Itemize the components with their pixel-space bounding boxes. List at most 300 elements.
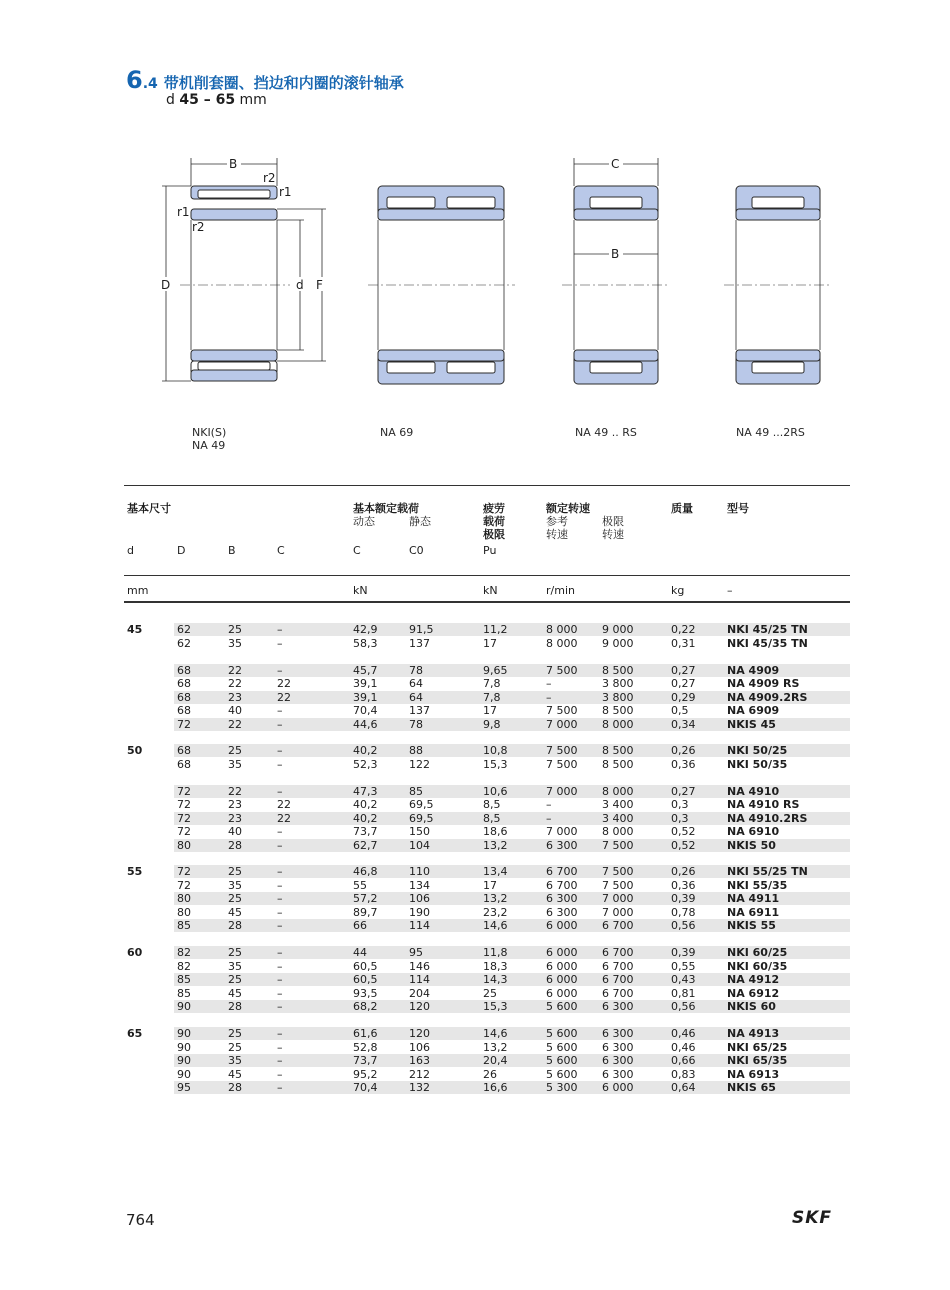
table-cell: 40,2 <box>353 744 378 757</box>
header-fatigue-3: 极限 <box>483 528 505 541</box>
table-cell: 28 <box>228 919 242 932</box>
designation-cell: NA 4910 RS <box>727 798 800 811</box>
table-cell: 57,2 <box>353 892 378 905</box>
table-cell: 7 500 <box>602 878 634 892</box>
table-cell: 62 <box>177 636 191 650</box>
table-cell: 25 <box>228 1027 242 1040</box>
unit-kN-fatigue: kN <box>483 584 498 597</box>
table-header-rule <box>124 575 850 576</box>
table-cell: 40 <box>228 825 242 838</box>
dim-label-d: d <box>296 278 304 292</box>
table-row <box>124 1027 850 1040</box>
table-row <box>124 987 850 1000</box>
table-cell: 72 <box>177 798 191 811</box>
table-cell: 68 <box>177 704 191 717</box>
bearing-drawings <box>0 140 950 390</box>
section-subnumber: .4 <box>142 76 158 92</box>
table-cell: 0,39 <box>671 892 696 905</box>
table-cell: 146 <box>409 959 430 973</box>
table-cell: 42,9 <box>353 623 378 636</box>
table-cell: 6 700 <box>546 865 578 878</box>
table-cell: 23 <box>228 811 242 825</box>
table-cell: 9,8 <box>483 717 501 731</box>
table-cell: – <box>277 986 283 1000</box>
table-cell: 0,29 <box>671 690 696 704</box>
designation-cell: NA 4909 RS <box>727 677 800 690</box>
table-cell: 8,5 <box>483 798 501 811</box>
table-cell: 8 000 <box>602 717 634 731</box>
dim-label-B-inner: B <box>611 247 620 261</box>
table-cell: 6 700 <box>602 946 634 959</box>
table-cell: – <box>277 663 283 677</box>
table-cell: 8 000 <box>602 825 634 838</box>
table-cell: 90 <box>177 1040 191 1054</box>
designation-cell: NKI 60/35 <box>727 959 788 973</box>
table-cell: 22 <box>277 798 291 811</box>
table-row <box>124 1000 850 1013</box>
designation-cell: NKI 45/25 TN <box>727 623 808 636</box>
table-cell: 6 700 <box>546 878 578 892</box>
header-speed-ref-2: 转速 <box>546 528 568 541</box>
table-cell: 85 <box>409 784 423 798</box>
dim-label-r1-left: r1 <box>177 205 190 219</box>
table-cell: 10,6 <box>483 784 508 798</box>
table-cell: 82 <box>177 946 191 959</box>
table-cell: 26 <box>483 1067 497 1081</box>
table-cell: 89,7 <box>353 905 378 919</box>
drawing-na492rs <box>724 186 832 384</box>
table-cell: 0,27 <box>671 663 696 677</box>
table-cell: 6 300 <box>602 1000 634 1013</box>
table-cell: 82 <box>177 959 191 973</box>
table-cell: 95 <box>409 946 423 959</box>
designation-cell: NKI 55/25 TN <box>727 865 808 878</box>
figure-label-na49rs: NA 49 .. RS <box>575 426 637 439</box>
table-cell: 137 <box>409 704 430 717</box>
table-cell: 23,2 <box>483 905 508 919</box>
designation-cell: NA 4910 <box>727 784 780 798</box>
table-cell: 0,26 <box>671 865 696 878</box>
table-cell: 62 <box>177 623 191 636</box>
table-cell: 47,3 <box>353 784 378 798</box>
table-cell: 35 <box>228 959 242 973</box>
table-cell: 68 <box>177 690 191 704</box>
table-cell: – <box>277 1054 283 1067</box>
table-cell: 68,2 <box>353 1000 378 1013</box>
table-cell: 5 600 <box>546 1067 578 1081</box>
table-cell: 0,36 <box>671 878 696 892</box>
table-cell: 5 600 <box>546 1054 578 1067</box>
table-cell: 5 600 <box>546 1027 578 1040</box>
table-row <box>124 839 850 852</box>
unit-mm: mm <box>127 584 149 597</box>
table-cell: 78 <box>409 717 423 731</box>
table-cell: 0,27 <box>671 677 696 690</box>
unit-kg: kg <box>671 584 685 597</box>
unit-kN-load: kN <box>353 584 368 597</box>
bore-symbol: d <box>166 92 175 108</box>
table-cell: 9,65 <box>483 663 508 677</box>
table-cell: 9 000 <box>602 623 634 636</box>
table-cell: 0,26 <box>671 744 696 757</box>
table-row <box>124 973 850 986</box>
table-cell: 0,39 <box>671 946 696 959</box>
table-cell: 8 500 <box>602 704 634 717</box>
table-cell: 6 000 <box>602 1081 634 1094</box>
table-cell: 0,56 <box>671 1000 696 1013</box>
table-cell: 110 <box>409 865 430 878</box>
group-bore-d: 45 <box>127 623 143 636</box>
table-cell: 9 000 <box>602 636 634 650</box>
table-cell: 73,7 <box>353 1054 378 1067</box>
table-cell: 6 000 <box>546 986 578 1000</box>
table-cell: 212 <box>409 1067 430 1081</box>
table-cell: 72 <box>177 865 191 878</box>
table-cell: 90 <box>177 1000 191 1013</box>
table-cell: 25 <box>228 892 242 905</box>
table-cell: 72 <box>177 878 191 892</box>
table-cell: – <box>277 1000 283 1013</box>
table-cell: 6 700 <box>602 973 634 986</box>
table-cell: 66 <box>353 919 367 932</box>
table-cell: 6 300 <box>546 838 578 852</box>
table-cell: 80 <box>177 892 191 905</box>
header-designation: 型号 <box>727 502 749 515</box>
table-cell: 6 000 <box>546 946 578 959</box>
table-cell: – <box>277 636 283 650</box>
table-row <box>124 691 850 704</box>
table-cell: 6 000 <box>546 959 578 973</box>
designation-cell: NKIS 45 <box>727 717 776 731</box>
table-cell: 6 000 <box>546 973 578 986</box>
table-row <box>124 812 850 825</box>
table-cell: 14,6 <box>483 919 508 932</box>
header-load-dynamic: 动态 <box>353 515 375 528</box>
table-cell: 72 <box>177 825 191 838</box>
designation-cell: NKI 65/25 <box>727 1040 788 1054</box>
table-cell: 95 <box>177 1081 191 1094</box>
drawing-na69 <box>368 186 515 384</box>
table-cell: – <box>277 946 283 959</box>
designation-cell: NKIS 65 <box>727 1081 776 1094</box>
group-bore-d: 55 <box>127 865 143 878</box>
table-cell: 35 <box>228 757 242 771</box>
table-units-rule <box>124 601 850 603</box>
table-cell: – <box>277 704 283 717</box>
designation-cell: NA 4909.2RS <box>727 690 808 704</box>
section-title <box>126 66 404 94</box>
table-cell: – <box>277 1027 283 1040</box>
table-cell: 3 800 <box>602 677 634 690</box>
symbol-d: d <box>127 544 134 557</box>
table-cell: 7 000 <box>546 825 578 838</box>
table-cell: 44,6 <box>353 717 378 731</box>
table-cell: 68 <box>177 757 191 771</box>
table-cell: 0,46 <box>671 1040 696 1054</box>
table-cell: 8 000 <box>602 784 634 798</box>
table-cell: 7 000 <box>546 784 578 798</box>
table-row <box>124 946 850 959</box>
table-row <box>124 623 850 636</box>
table-cell: 22 <box>277 690 291 704</box>
table-cell: 0,27 <box>671 784 696 798</box>
table-cell: 6 300 <box>546 905 578 919</box>
table-cell: 0,22 <box>671 623 696 636</box>
table-cell: 7 500 <box>546 757 578 771</box>
table-cell: 6 300 <box>602 1054 634 1067</box>
table-cell: 68 <box>177 663 191 677</box>
table-cell: 0,5 <box>671 704 689 717</box>
table-cell: 72 <box>177 811 191 825</box>
table-cell: 52,8 <box>353 1040 378 1054</box>
table-cell: 0,36 <box>671 757 696 771</box>
header-speed-lim-2: 转速 <box>602 528 624 541</box>
bore-range <box>166 92 267 108</box>
table-cell: 7,8 <box>483 690 501 704</box>
table-cell: 0,64 <box>671 1081 696 1094</box>
table-top-rule <box>124 485 850 486</box>
table-cell: 190 <box>409 905 430 919</box>
table-cell: 7 500 <box>602 865 634 878</box>
table-cell: 11,8 <box>483 946 508 959</box>
table-cell: 35 <box>228 636 242 650</box>
table-cell: 13,4 <box>483 865 508 878</box>
table-cell: 72 <box>177 784 191 798</box>
table-cell: 25 <box>228 1040 242 1054</box>
table-cell: 0,52 <box>671 838 696 852</box>
table-cell: 6 300 <box>546 892 578 905</box>
figure-label-na69: NA 69 <box>380 426 414 439</box>
table-cell: 90 <box>177 1054 191 1067</box>
table-cell: 73,7 <box>353 825 378 838</box>
table-row <box>124 718 850 731</box>
table-cell: 8 000 <box>546 636 578 650</box>
table-cell: 28 <box>228 838 242 852</box>
table-cell: 0,34 <box>671 717 696 731</box>
table-cell: 150 <box>409 825 430 838</box>
table-cell: 7 000 <box>602 905 634 919</box>
table-cell: 14,6 <box>483 1027 508 1040</box>
skf-logo: SKF <box>792 1208 833 1228</box>
table-cell: 18,6 <box>483 825 508 838</box>
table-cell: 14,3 <box>483 973 508 986</box>
table-cell: 163 <box>409 1054 430 1067</box>
table-row <box>124 664 850 677</box>
table-row <box>124 785 850 798</box>
table-cell: 7 000 <box>546 717 578 731</box>
table-cell: 6 300 <box>602 1040 634 1054</box>
table-row <box>124 865 850 878</box>
table-cell: 61,6 <box>353 1027 378 1040</box>
table-cell: 69,5 <box>409 811 434 825</box>
designation-cell: NKI 65/35 <box>727 1054 788 1067</box>
table-cell: – <box>277 744 283 757</box>
table-cell: 78 <box>409 663 423 677</box>
table-cell: 39,1 <box>353 690 378 704</box>
bore-unit: mm <box>239 92 267 108</box>
table-row <box>124 906 850 919</box>
designation-cell: NA 6910 <box>727 825 780 838</box>
designation-cell: NKIS 50 <box>727 838 776 852</box>
table-cell: 80 <box>177 838 191 852</box>
unit-designation-dash: – <box>727 584 733 597</box>
table-cell: 22 <box>228 784 242 798</box>
unit-rmin: r/min <box>546 584 575 597</box>
table-cell: 0,55 <box>671 959 696 973</box>
designation-cell: NKI 55/35 <box>727 878 788 892</box>
table-cell: 0,66 <box>671 1054 696 1067</box>
group-bore-d: 60 <box>127 946 143 959</box>
table-cell: 5 300 <box>546 1081 578 1094</box>
table-cell: 60,5 <box>353 973 378 986</box>
table-cell: 70,4 <box>353 1081 378 1094</box>
table-cell: 3 800 <box>602 690 634 704</box>
table-cell: 3 400 <box>602 798 634 811</box>
table-cell: 3 400 <box>602 811 634 825</box>
header-mass: 质量 <box>671 502 693 515</box>
table-row <box>124 892 850 905</box>
table-cell: 68 <box>177 744 191 757</box>
table-cell: 22 <box>228 717 242 731</box>
table-cell: 93,5 <box>353 986 378 1000</box>
table-cell: 64 <box>409 677 423 690</box>
designation-cell: NA 6912 <box>727 986 780 1000</box>
table-cell: 0,3 <box>671 798 689 811</box>
table-cell: 7 500 <box>602 838 634 852</box>
table-cell: 90 <box>177 1027 191 1040</box>
designation-cell: NA 6913 <box>727 1067 780 1081</box>
table-cell: 13,2 <box>483 838 508 852</box>
section-title-text: 带机削套圈、挡边和内圈的滚针轴承 <box>163 74 404 92</box>
table-cell: 39,1 <box>353 677 378 690</box>
table-cell: 204 <box>409 986 430 1000</box>
table-cell: 120 <box>409 1027 430 1040</box>
table-cell: 23 <box>228 798 242 811</box>
table-cell: 70,4 <box>353 704 378 717</box>
table-cell: 28 <box>228 1081 242 1094</box>
table-cell: 45 <box>228 1067 242 1081</box>
designation-cell: NA 6911 <box>727 905 780 919</box>
table-cell: 0,81 <box>671 986 696 1000</box>
table-cell: – <box>277 717 283 731</box>
table-cell: 85 <box>177 919 191 932</box>
symbol-D: D <box>177 544 186 557</box>
table-cell: 120 <box>409 1000 430 1013</box>
table-cell: 0,3 <box>671 811 689 825</box>
table-row <box>124 798 850 811</box>
table-cell: 72 <box>177 717 191 731</box>
table-cell: 35 <box>228 1054 242 1067</box>
header-fatigue-1: 疲劳 <box>483 502 505 515</box>
table-cell: 25 <box>228 973 242 986</box>
table-cell: 17 <box>483 704 497 717</box>
header-load-static: 静态 <box>409 515 431 528</box>
section-number: 6 <box>126 66 143 94</box>
table-cell: 7,8 <box>483 677 501 690</box>
table-cell: 25 <box>483 986 497 1000</box>
table-cell: 90 <box>177 1067 191 1081</box>
designation-cell: NKIS 60 <box>727 1000 776 1013</box>
table-row <box>124 960 850 973</box>
header-speed-ref-1: 参考 <box>546 515 568 528</box>
table-row <box>124 744 850 757</box>
figure-label-nki: NKI(S) NA 49 <box>192 426 227 452</box>
table-cell: 68 <box>177 677 191 690</box>
header-load-ratings: 基本额定载荷 <box>353 502 419 515</box>
designation-cell: NKI 50/25 <box>727 744 788 757</box>
dim-label-B: B <box>229 157 238 171</box>
table-cell: 40,2 <box>353 811 378 825</box>
designation-cell: NKI 50/35 <box>727 757 788 771</box>
table-cell: 55 <box>353 878 367 892</box>
table-cell: – <box>277 784 283 798</box>
table-cell: 25 <box>228 865 242 878</box>
table-cell: 46,8 <box>353 865 378 878</box>
symbol-B: B <box>228 544 236 557</box>
table-cell: 8,5 <box>483 811 501 825</box>
table-cell: – <box>546 811 552 825</box>
table-cell: 5 600 <box>546 1040 578 1054</box>
symbol-Pu: Pu <box>483 544 497 557</box>
table-cell: 0,46 <box>671 1027 696 1040</box>
table-cell: 10,8 <box>483 744 508 757</box>
table-cell: 22 <box>228 677 242 690</box>
table-cell: 0,31 <box>671 636 696 650</box>
designation-cell: NA 4910.2RS <box>727 811 808 825</box>
table-cell: 7 500 <box>546 704 578 717</box>
table-cell: 132 <box>409 1081 430 1094</box>
symbol-C-dyn: C <box>353 544 361 557</box>
table-cell: 80 <box>177 905 191 919</box>
table-cell: 0,56 <box>671 919 696 932</box>
table-cell: 137 <box>409 636 430 650</box>
dim-label-C: C <box>611 157 620 171</box>
bore-range-value: 45 – 65 <box>179 92 236 108</box>
group-bore-d: 65 <box>127 1027 143 1040</box>
figure-label-na492rs: NA 49 ...2RS <box>736 426 805 439</box>
table-cell: 52,3 <box>353 757 378 771</box>
table-cell: 7 500 <box>546 663 578 677</box>
designation-cell: NA 4912 <box>727 973 780 986</box>
table-cell: – <box>277 973 283 986</box>
table-cell: 69,5 <box>409 798 434 811</box>
table-row <box>124 1068 850 1081</box>
table-cell: 7 500 <box>546 744 578 757</box>
table-cell: 15,3 <box>483 757 508 771</box>
table-row <box>124 1041 850 1054</box>
table-cell: 60,5 <box>353 959 378 973</box>
table-cell: – <box>277 1081 283 1094</box>
designation-cell: NA 4913 <box>727 1027 780 1040</box>
table-cell: 7 000 <box>602 892 634 905</box>
table-cell: – <box>277 1067 283 1081</box>
symbol-C0: C0 <box>409 544 424 557</box>
header-basic-dimensions: 基本尺寸 <box>127 502 171 515</box>
table-cell: 134 <box>409 878 430 892</box>
table-cell: 114 <box>409 919 430 932</box>
table-cell: – <box>277 892 283 905</box>
table-cell: 8 500 <box>602 744 634 757</box>
page-number: 764 <box>126 1211 155 1229</box>
table-cell: 11,2 <box>483 623 508 636</box>
table-cell: 28 <box>228 1000 242 1013</box>
table-cell: 40 <box>228 704 242 717</box>
table-cell: 88 <box>409 744 423 757</box>
table-cell: 15,3 <box>483 1000 508 1013</box>
table-cell: 62,7 <box>353 838 378 852</box>
table-cell: – <box>277 905 283 919</box>
header-speed-ratings: 额定转速 <box>546 502 590 515</box>
